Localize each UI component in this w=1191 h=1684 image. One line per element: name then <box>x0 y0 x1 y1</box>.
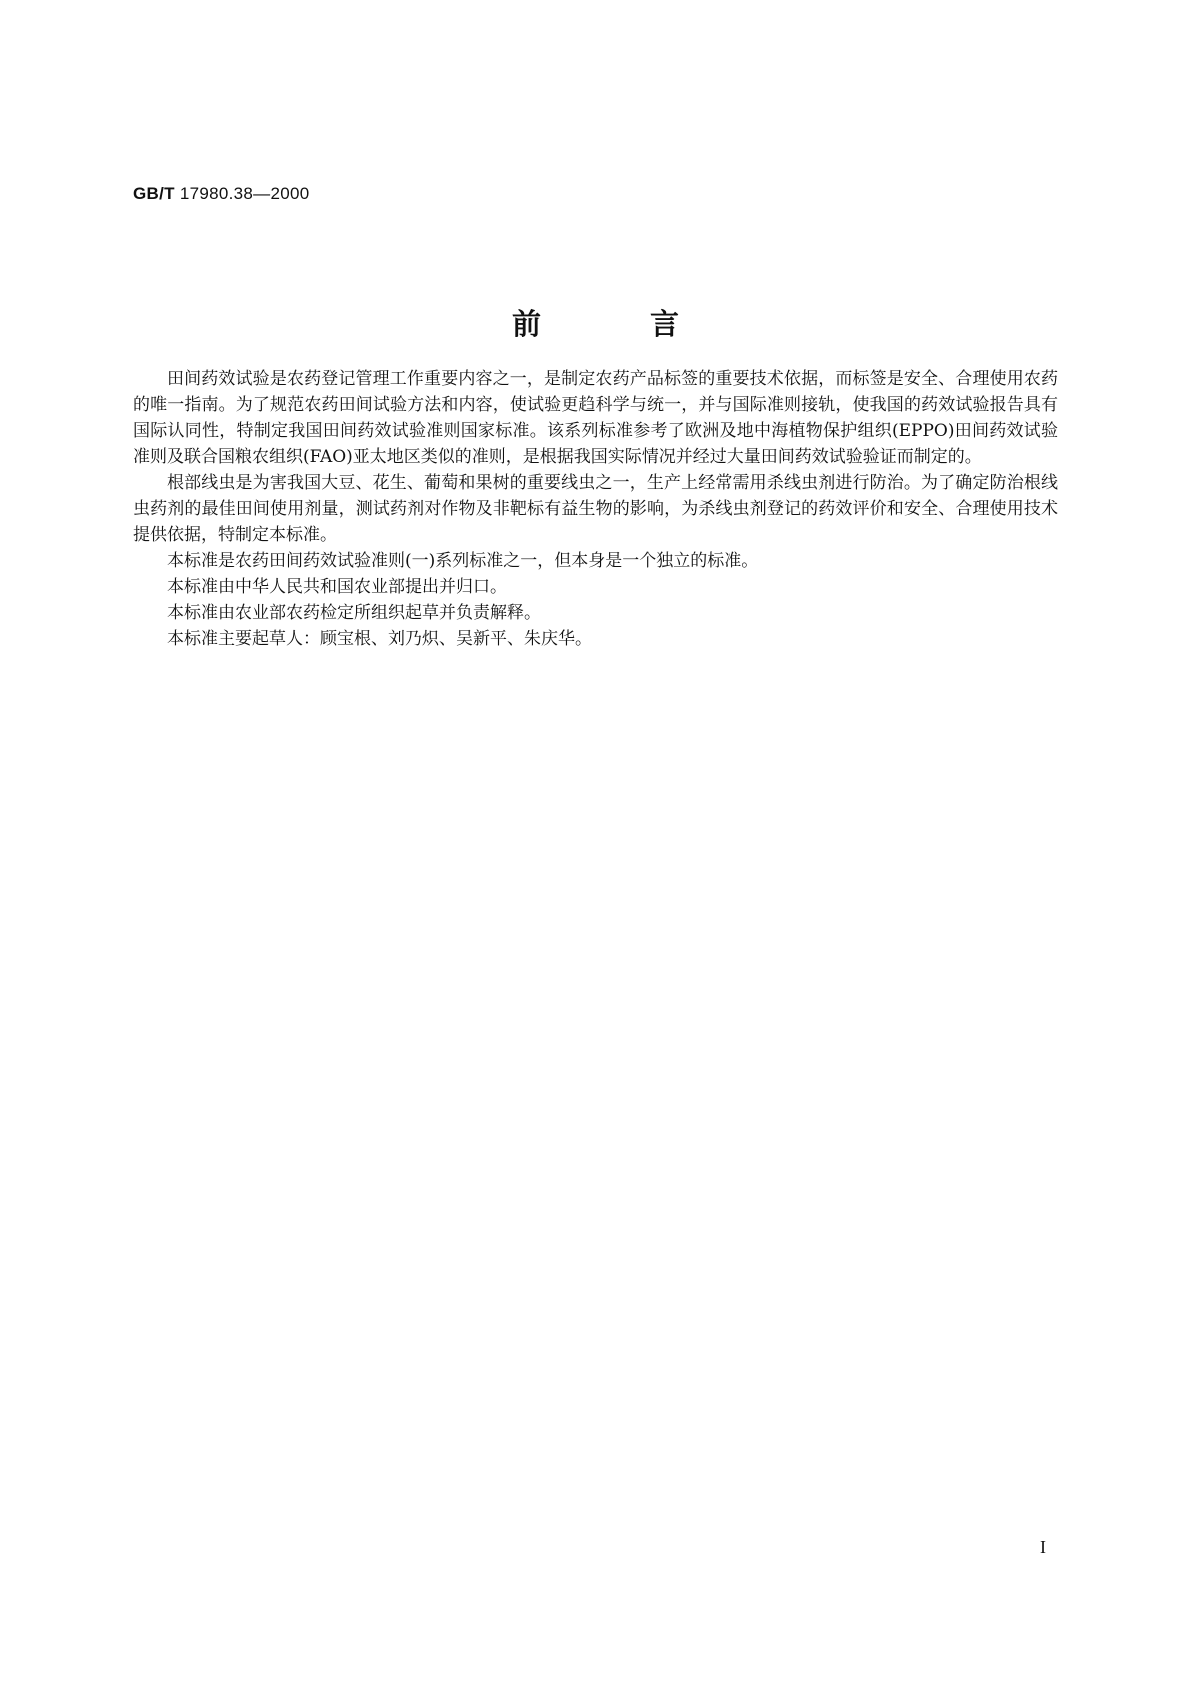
page-title: 前 言 <box>511 307 719 341</box>
paragraph-2: 根部线虫是为害我国大豆、花生、葡萄和果树的重要线虫之一，生产上经常需用杀线虫剂进行防治。为了确定防治根线虫药剂的最佳田间使用剂量，测试药剂对作物及非靶标有益生物的影响，为杀线虫剂登记的药效评价和安全、合理使用技术提供依据，特制定本标准。 <box>133 473 1058 545</box>
paragraph-6: 本标准主要起草人：顾宝根、刘乃炽、吴新平、朱庆华。 <box>167 629 592 649</box>
paragraph-5: 本标准由农业部农药检定所组织起草并负责解释。 <box>167 603 541 623</box>
page-number: I <box>1040 1537 1046 1557</box>
paragraph-4: 本标准由中华人民共和国农业部提出并归口。 <box>167 577 507 597</box>
standard-code-prefix: GB/T <box>133 184 175 203</box>
standard-code <box>133 184 309 204</box>
paragraph-1: 田间药效试验是农药登记管理工作重要内容之一，是制定农药产品标签的重要技术依据，而标签是安全、合理使用农药的唯一指南。为了规范农药田间试验方法和内容，使试验更趋科学与统一，并与国际准则接轨，使我国的药效试验报告具有国际认同性，特制定我国田间药效试验准则国家标准。该系列标准参考了欧洲及地中海植物保护组织(EPPO)田间药效试验准则及联合国粮农组织(FAO)亚太地区类似的准则，是根据我国实际情况并经过大量田间药效试验验证而制定的。 <box>133 369 1058 467</box>
paragraph-3: 本标准是农药田间药效试验准则(一)系列标准之一，但本身是一个独立的标准。 <box>167 551 759 571</box>
foreword-body <box>133 366 1058 652</box>
standard-code-number: 17980.38—2000 <box>179 184 310 203</box>
